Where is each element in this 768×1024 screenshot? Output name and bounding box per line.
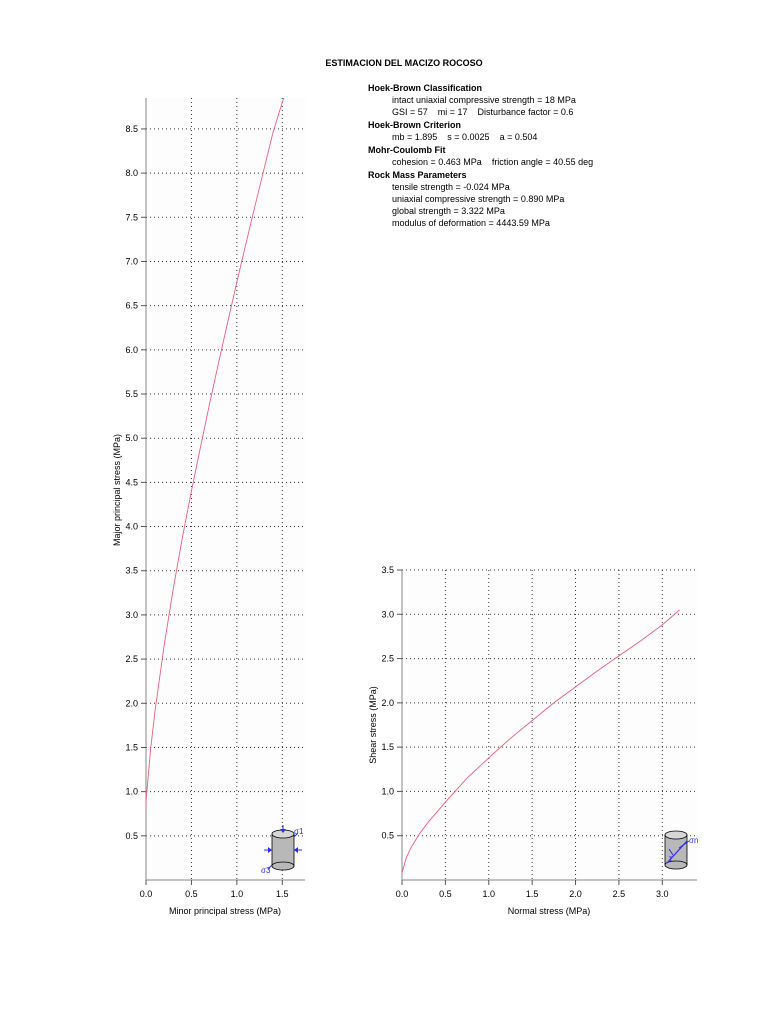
x-tick-label: 0.0 bbox=[395, 889, 409, 899]
section-line: GSI = 57 mi = 17 Disturbance factor = 0.6 bbox=[392, 107, 574, 117]
y-axis-title: Shear stress (MPa) bbox=[368, 686, 378, 764]
document-title: ESTIMACION DEL MACIZO ROCOSO bbox=[325, 58, 483, 68]
section-title: Hoek-Brown Criterion bbox=[368, 120, 462, 130]
shear-stress-chart bbox=[368, 565, 697, 916]
x-tick-label: 0.5 bbox=[439, 889, 452, 899]
y-tick-label: 5.5 bbox=[125, 389, 138, 400]
principal-stress-chart bbox=[112, 89, 305, 916]
y-tick-label: 5.0 bbox=[125, 433, 138, 444]
x-tick-label: 0.0 bbox=[139, 889, 153, 899]
section-line: cohesion = 0.463 MPa friction angle = 40.55 deg bbox=[392, 157, 594, 167]
y-tick-label: 2.5 bbox=[381, 653, 394, 664]
section-line: modulus of deformation = 4443.59 MPa bbox=[392, 218, 550, 228]
y-tick-label: 3.0 bbox=[381, 609, 394, 620]
section-line: global strength = 3.322 MPa bbox=[392, 206, 505, 216]
y-tick-label: 0.5 bbox=[381, 830, 394, 841]
tau-label: τ bbox=[669, 854, 673, 863]
y-tick-label: 4.5 bbox=[125, 477, 138, 488]
y-tick-label: 1.0 bbox=[125, 786, 138, 797]
y-axis-title: Major principal stress (MPa) bbox=[112, 433, 122, 547]
y-tick-label: 3.0 bbox=[125, 609, 138, 620]
y-tick-label: 6.0 bbox=[125, 344, 138, 355]
x-tick-label: 1.5 bbox=[525, 889, 539, 899]
section-line: uniaxial compressive strength = 0.890 MPa bbox=[392, 194, 565, 204]
x-tick-label: 2.0 bbox=[569, 889, 582, 899]
y-tick-label: 2.0 bbox=[125, 698, 138, 709]
x-axis-title: Normal stress (MPa) bbox=[507, 906, 591, 916]
y-tick-label: 2.5 bbox=[125, 654, 138, 665]
plot-area bbox=[402, 570, 697, 880]
sigman-label: σn bbox=[689, 836, 699, 845]
x-tick-label: 3.0 bbox=[656, 889, 669, 899]
x-tick-label: 2.5 bbox=[612, 889, 626, 899]
x-axis-title: Minor principal stress (MPa) bbox=[168, 906, 282, 916]
y-tick-label: 1.0 bbox=[381, 786, 394, 797]
section-title: Hoek-Brown Classification bbox=[368, 83, 483, 93]
y-tick-label: 4.0 bbox=[125, 521, 138, 532]
section-title: Rock Mass Parameters bbox=[368, 170, 467, 180]
y-tick-label: 8.5 bbox=[125, 123, 138, 134]
section-line: mb = 1.895 s = 0.0025 a = 0.504 bbox=[392, 132, 538, 142]
y-tick-label: 1.5 bbox=[125, 742, 138, 753]
y-tick-label: 7.0 bbox=[125, 256, 138, 267]
x-tick-label: 0.5 bbox=[185, 889, 198, 899]
y-tick-label: 3.5 bbox=[125, 565, 138, 576]
y-tick-label: 2.0 bbox=[381, 697, 394, 708]
y-tick-label: 3.5 bbox=[381, 565, 394, 575]
sigma3-label: σ3 bbox=[261, 866, 271, 875]
y-tick-label: 0.5 bbox=[125, 830, 138, 841]
y-tick-label: 1.5 bbox=[381, 742, 394, 753]
sigma1-label: σ1 bbox=[294, 827, 304, 836]
x-tick-label: 1.5 bbox=[276, 889, 289, 899]
section-line: intact uniaxial compressive strength = 18 MPa bbox=[392, 95, 576, 105]
section-title: Mohr-Coulomb Fit bbox=[368, 145, 446, 155]
x-tick-label: 1.0 bbox=[230, 889, 244, 899]
y-tick-label: 8.0 bbox=[125, 168, 138, 179]
plot-area bbox=[146, 98, 305, 880]
y-tick-label: 6.5 bbox=[125, 300, 138, 311]
section-line: tensile strength = -0.024 MPa bbox=[392, 182, 510, 192]
y-tick-label: 7.5 bbox=[125, 212, 138, 223]
x-tick-label: 1.0 bbox=[482, 889, 496, 899]
